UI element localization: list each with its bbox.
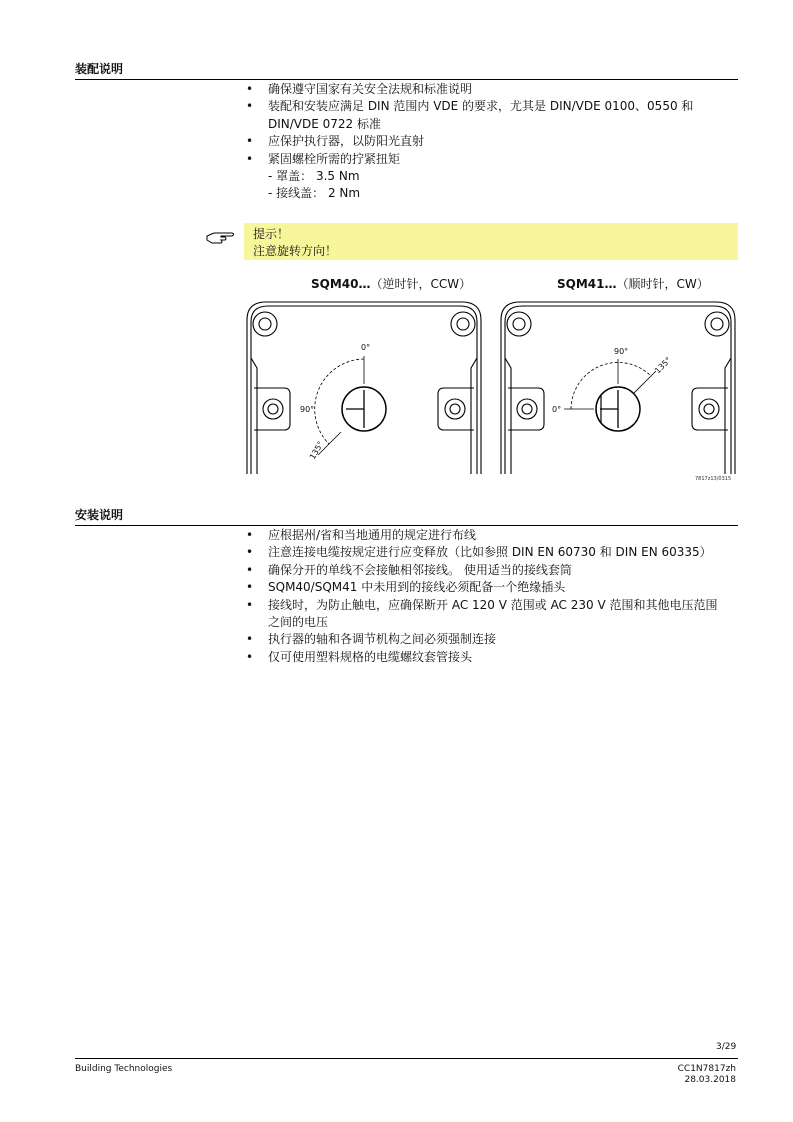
bullet-dot: • <box>246 134 254 149</box>
note-title: 提示！ <box>253 227 290 241</box>
document-date: 28.03.2018 <box>684 1075 736 1085</box>
angle-label-0: 0° <box>361 343 371 352</box>
rotation-diagram-cw <box>498 298 738 478</box>
list-item: • 应保护执行器，以防阳光直射 <box>244 133 738 150</box>
list-item: • 应根据州/省和当地通用的规定进行布线 <box>244 527 738 544</box>
bullet-dot: • <box>246 528 254 542</box>
bullet-dot: • <box>246 151 254 166</box>
rotation-diagram-ccw <box>244 298 484 478</box>
bullet-dot: • <box>246 632 254 647</box>
list-item: • 确保分开的单线不会接触相邻接线。 使用适当的接线套筒 <box>244 562 738 579</box>
bullet-dot: • <box>246 82 254 96</box>
section-heading-installation: 安装说明 <box>75 508 124 522</box>
angle-label-90: 90° <box>614 347 629 356</box>
note-box <box>244 223 738 260</box>
installation-bullet-list <box>244 527 738 666</box>
angle-label-0: 0° <box>552 405 562 414</box>
note-text: 注意旋转方向！ <box>253 244 338 258</box>
pointing-hand-icon <box>206 229 236 245</box>
bullet-dot: • <box>246 580 254 595</box>
bullet-dot: • <box>246 99 254 114</box>
page-number: 3/29 <box>716 1042 737 1052</box>
diagram-title-right: SQM41…（顺时针，CW） <box>557 277 709 291</box>
section-divider <box>75 79 738 80</box>
assembly-bullet-list <box>244 81 738 203</box>
document-id: CC1N7817zh <box>677 1064 736 1074</box>
list-item: • 装配和安装应满足 DIN 范围内 VDE 的要求，尤其是 DIN/VDE 0100、0550 和 DIN/VDE 0722 标准 <box>246 99 694 131</box>
list-item: • 接线时，为防止触电，应确保断开 AC 120 V 范围或 AC 230 V 范围和其他电压范围 之间的电压 <box>246 597 718 630</box>
footer-divider <box>75 1058 738 1059</box>
list-item: • 仅可使用塑料规格的电缆螺纹套管接头 <box>244 649 738 666</box>
angle-label-135: 135° <box>307 439 326 461</box>
section-heading-assembly: 装配说明 <box>75 62 124 76</box>
list-item: • 紧固螺栓所需的拧紧扭矩 - 罩盖： 3.5 Nm - 接线盖： 2 Nm <box>246 151 401 201</box>
bullet-dot: • <box>246 562 254 577</box>
list-item: • 执行器的轴和各调节机构之间必须强制连接 <box>244 631 738 648</box>
list-item: • 注意连接电缆按规定进行应变释放（比如参照 DIN EN 60730 和 DIN EN 60335） <box>244 544 738 561</box>
figure-code: 7817z13/0315 <box>695 476 732 482</box>
diagram-title-left: SQM40…（逆时针，CCW） <box>311 277 472 291</box>
angle-label-90: 90° <box>300 405 315 414</box>
bullet-dot: • <box>246 597 254 612</box>
section-divider <box>75 525 738 526</box>
bullet-dot: • <box>246 649 254 664</box>
list-item: • SQM40/SQM41 中未用到的接线必须配备一个绝缘插头 <box>244 579 738 596</box>
angle-label-135: 135° <box>653 355 674 376</box>
company-name: Building Technologies <box>75 1064 173 1074</box>
bullet-dot: • <box>246 545 254 560</box>
list-item: • 确保遵守国家有关安全法规和标准说明 <box>244 81 738 98</box>
